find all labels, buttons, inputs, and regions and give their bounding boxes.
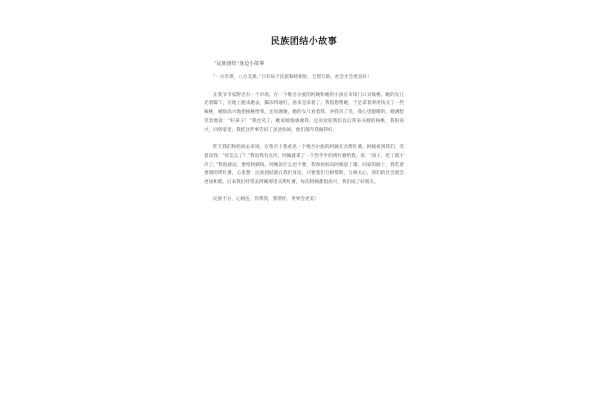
document-title: 民族团结小故事 — [270, 37, 338, 47]
document-subtitle: “民族团结”身边小故事 — [214, 61, 265, 67]
document-content — [204, 36, 404, 213]
paragraph-intro: “一方有难，八方支援。”只有每个民族和睦相处，互帮互助，社会才会更美好！ — [213, 75, 372, 80]
paragraph-market-story: 在我爷爷家附近有一个市场，在一个维吾尔族的阿姨和她的小孩在市场门口卖核桃。她的女儿光着脚丫，在地上跑来跑去，脚冻得通红，看来是冻着了。我很想帮她，于是拿着零用钱买了一些核桃，她很高兴地把核桃给我，还说谢谢，她的女儿看着我，冲我笑了笑，我心里暖暖的，她满脸笑容地说：“好孩子！”我也笑了，她说她很感谢我，还说欢迎我们以后常来买她的核桃，我很高兴，回到家里，我把这件事告诉了爸爸妈妈，他们都夸我做得好。 — [204, 92, 404, 133]
paragraph-yesterday-story: 昨天我们和妈妈去市场，在集市上我看见一个维吾尔族的阿姨在卖烤红薯，阿姨看到我们，笑着问我：“你怎么了？”我说我有点冷，阿姨就拿了一个热乎乎的烤红薯给我，说：“孩子，吃了就不冷了。”我很感动，要给阿姨钱，阿姨说什么也不要，我和妈妈向阿姨道了谢。回家的路上，我吃着香甜的烤红薯，心里想：民族团结就在我们身边，只要我们互相帮助，互相关心，我们的社会就会更加和谐。后来我们经常去阿姨那里买烤红薯，每次阿姨都很高兴，我们成了好朋友。 — [204, 145, 404, 186]
paragraph-conclusion: 民族不分，心相连，你帮我，我帮你，世界会更美！ — [213, 196, 319, 202]
